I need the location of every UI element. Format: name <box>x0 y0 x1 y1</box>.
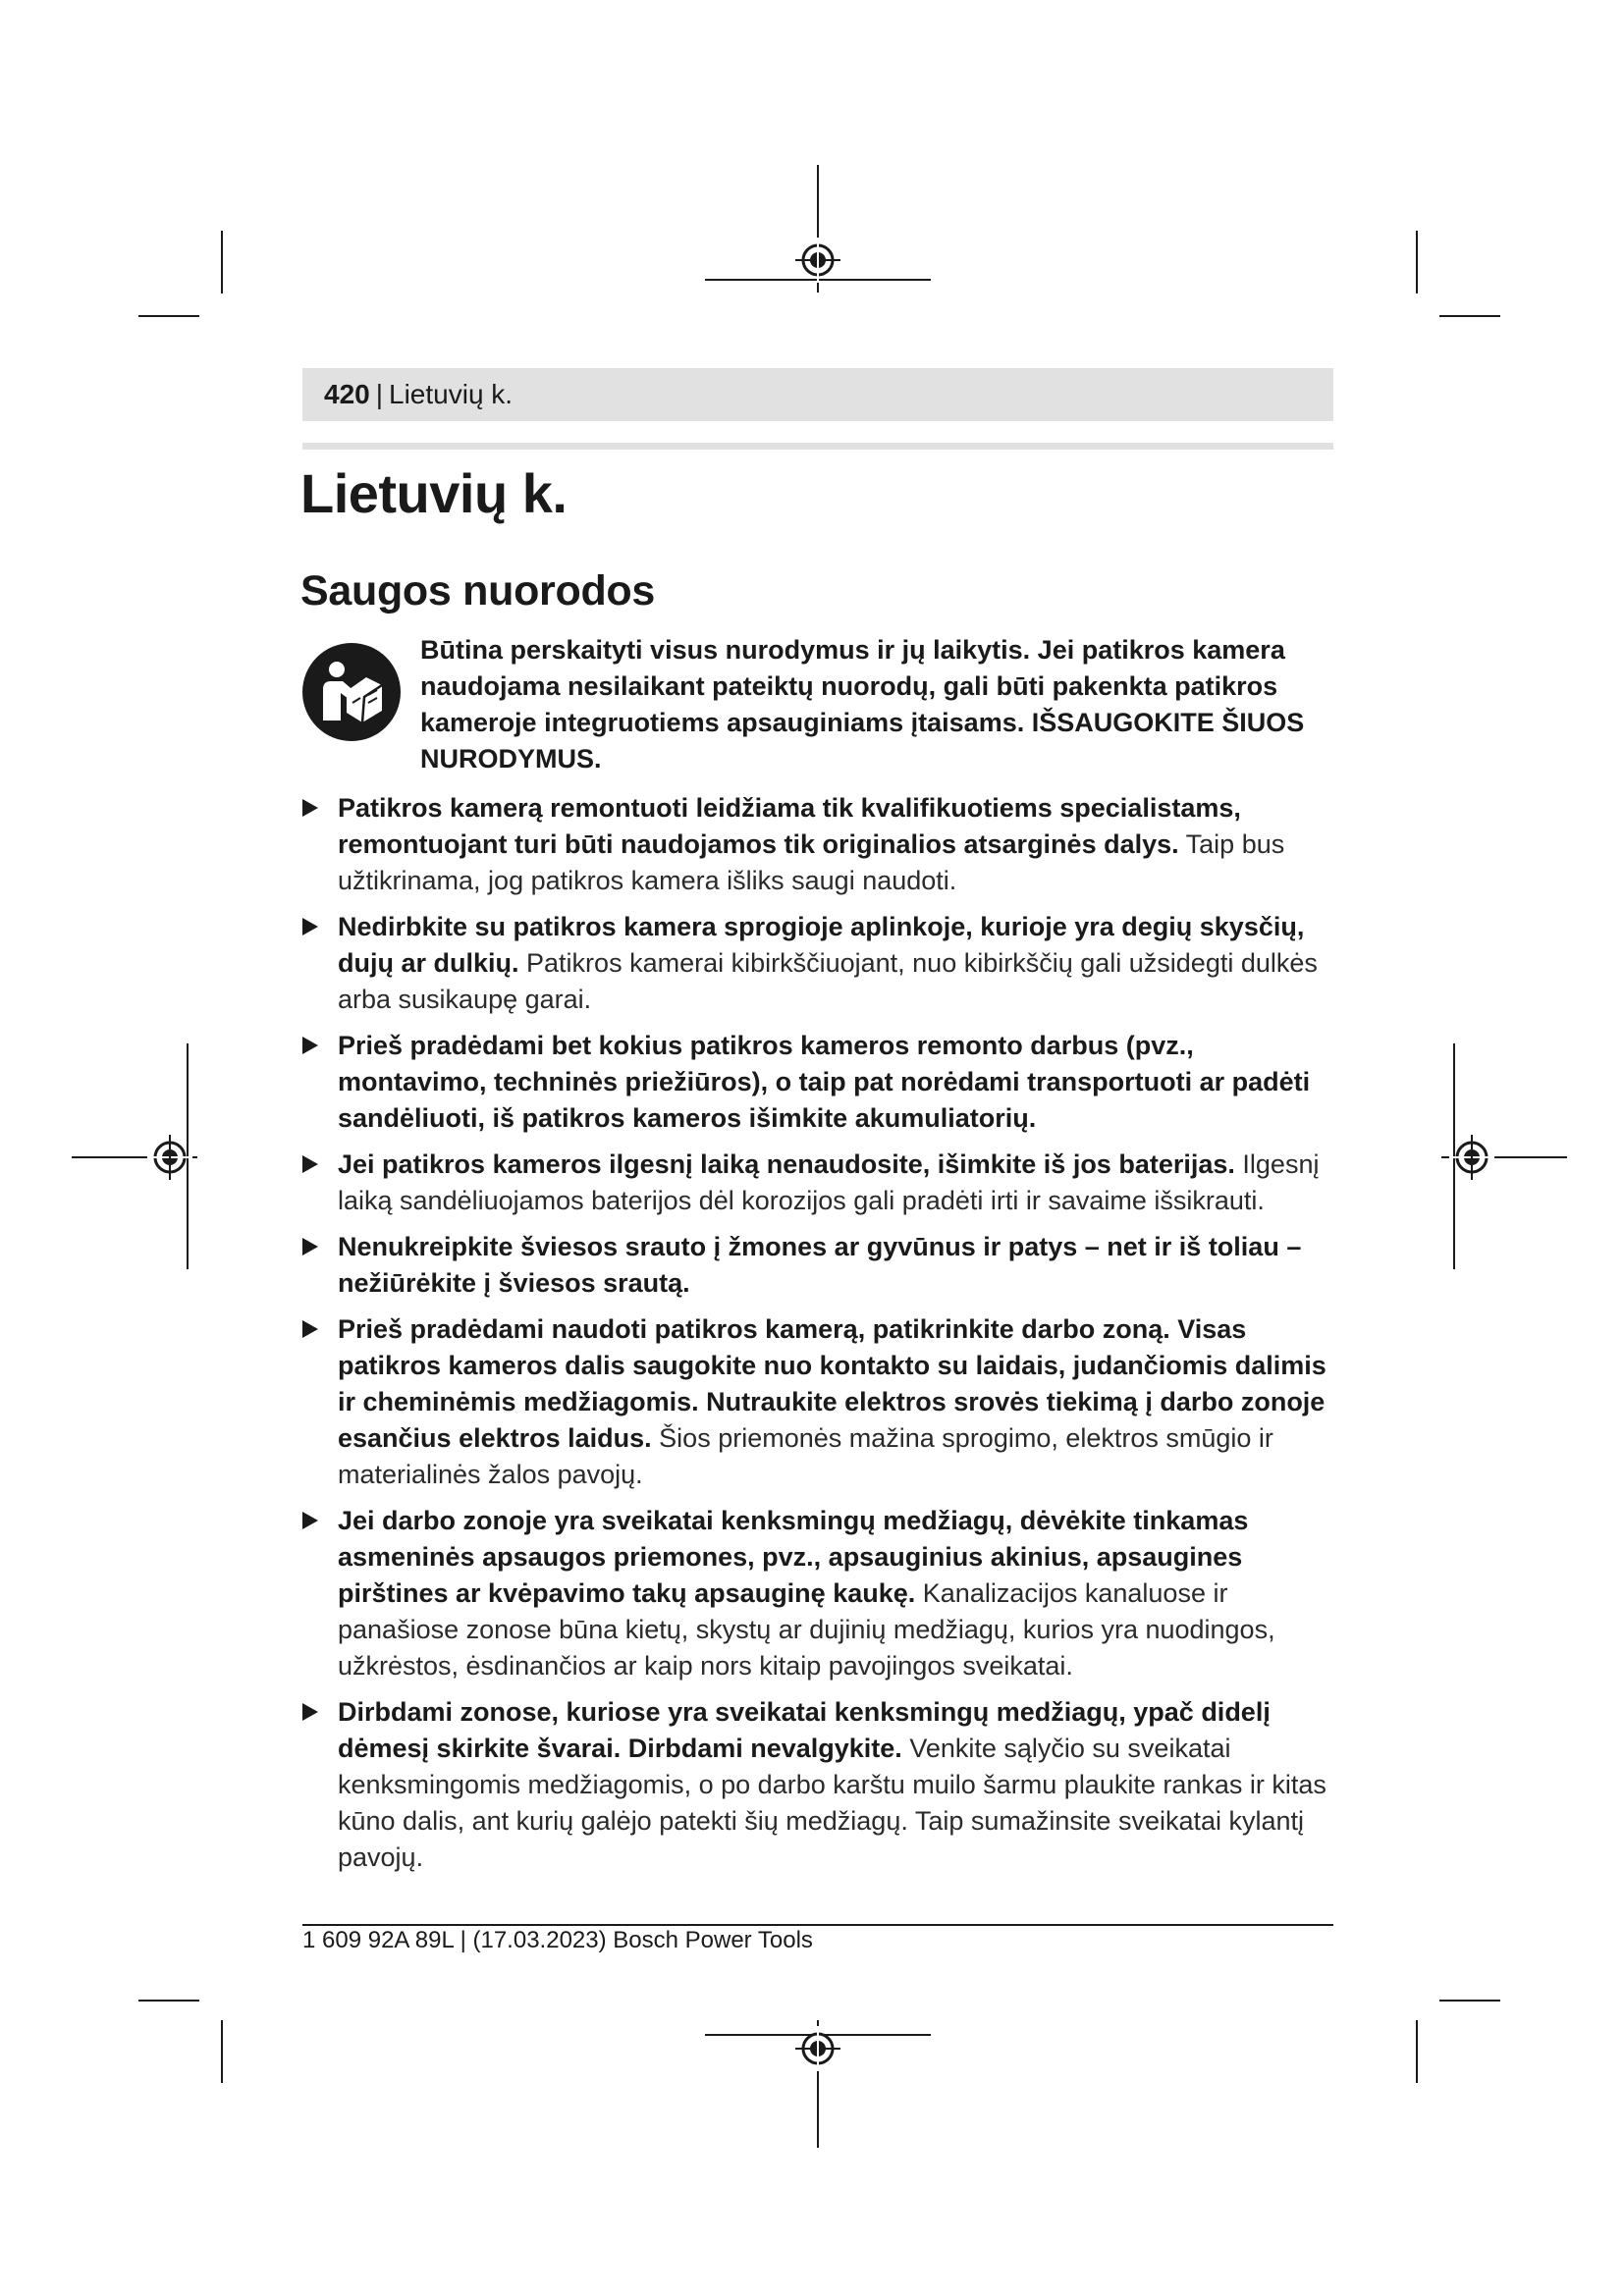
warning-bold-text: Jei patikros kameros ilgesnį laiką nenaudosite, išimkite iš jos baterijas. <box>338 1149 1235 1179</box>
warning-item <box>300 1229 1343 1302</box>
crop-mark <box>1416 231 1418 294</box>
warning-item <box>300 1147 1343 1219</box>
warning-detail-text: Venkite sąlyčio su sveikatai kenksmingomis medžiagomis, o po darbo karštu muilo šarmu plaukite rankas ir kitas kūno dalis, ant kurių galėjo patekti šių medžiagų. Taip sumažinsite sveikatai kylantį pavojų. <box>338 1734 1326 1872</box>
warning-bold-text: Nedirbkite su patikros kamera sprogioje aplinkoje, kurioje yra degių skysčių, dujų ar dulkių. <box>338 912 1305 978</box>
read-manual-icon <box>301 642 402 742</box>
warning-list <box>300 790 1343 1886</box>
registration-target-icon <box>795 238 840 283</box>
page-number: 420 <box>324 379 370 409</box>
warning-detail-text: Šios priemonės mažina sprogimo, elektros smūgio ir materialinės žalos pavojų. <box>338 1423 1273 1489</box>
warning-item <box>300 1694 1343 1876</box>
warning-bold-text: Dirbdami zonose, kuriose yra sveikatai kenksmingų medžiagų, ypač didelį dėmesį skirkite švarai. Dirbdami nevalgykite. <box>338 1697 1271 1763</box>
page-title: Lietuvių k. <box>300 462 568 524</box>
registration-target-icon <box>147 1135 192 1180</box>
crop-mark <box>1439 315 1500 317</box>
bullet-arrow-icon <box>302 1703 318 1721</box>
header-rule <box>302 443 1333 450</box>
warning-item <box>300 790 1343 899</box>
warning-bold-text: Prieš pradėdami bet kokius patikros kameros remonto darbus (pvz., montavimo, techninės priežiūros), o taip pat norėdami transportuoti ar padėti sandėliuoti, iš patikros kameros išimkite akumuliatorių. <box>338 1031 1311 1133</box>
running-header <box>302 368 1333 421</box>
crop-mark <box>221 231 223 294</box>
bullet-arrow-icon <box>302 799 318 817</box>
header-separator: | <box>375 379 383 409</box>
warning-item <box>300 1503 1343 1684</box>
warning-bold-text: Nenukreipkite šviesos srauto į žmones ar gyvūnus ir patys – net ir iš toliau – nežiūrėkite į šviesos srautą. <box>338 1232 1302 1298</box>
warning-bold-text: Patikros kamerą remontuoti leidžiama tik kvalifikuotiems specialistams, remontuojant turi būti naudojamos tik originalios atsarginės dalys. <box>338 793 1241 859</box>
crop-mark <box>138 315 199 317</box>
warning-bold-text: Jei darbo zonoje yra sveikatai kenksmingų medžiagų, dėvėkite tinkamas asmeninės apsaugos priemones, pvz., apsauginius akinius, apsaugines pirštines ar kvėpavimo takų apsauginę kaukę. <box>338 1506 1249 1608</box>
warning-detail-text: Kanalizacijos kanaluose ir panašiose zonose būna kietų, skystų ar dujinių medžiagų, kurios yra nuodingos, užkrėstos, ėsdinančios ar kaip nors kitaip pavojingos sveikatai. <box>338 1578 1275 1681</box>
warning-bold-text: Prieš pradėdami naudoti patikros kamerą, patikrinkite darbo zoną. Visas patikros kameros dalis saugokite nuo kontakto su laidais, judančiomis dalimis ir cheminėmis medžiagomis. Nutraukite elektros srovės tiekimą į darbo zonoje esančius elektros laidus. <box>338 1314 1326 1453</box>
bullet-arrow-icon <box>302 1238 318 1255</box>
warning-item <box>300 1028 1343 1137</box>
intro-text: Būtina perskaityti visus nurodymus ir jų laikytis. Jei patikros kamera naudojama nesilaikant pateiktų nuorodų, gali būti pakenkta patikros kameroje integruotiems apsauginiams įtaisams. IŠSAUGOKITE ŠIUOS NURODYMUS. <box>420 635 1305 774</box>
bullet-arrow-icon <box>302 1320 318 1338</box>
bullet-arrow-icon <box>302 918 318 935</box>
warning-item <box>300 1311 1343 1493</box>
crop-mark <box>1416 2020 1418 2083</box>
warning-detail-text: Taip bus užtikrinama, jog patikros kamera išliks saugi naudoti. <box>338 829 1285 895</box>
warning-detail-text: Ilgesnį laiką sandėliuojamos baterijos dėl korozijos gali pradėti irti ir savaime išsikrauti. <box>338 1149 1320 1215</box>
warning-item <box>300 909 1343 1018</box>
footer: 1 609 92A 89L | (17.03.2023) Bosch Power Tools <box>302 1927 813 1953</box>
bullet-arrow-icon <box>302 1037 318 1054</box>
header-section: Lietuvių k. <box>389 379 514 409</box>
crop-mark <box>1439 2000 1500 2002</box>
crop-mark <box>138 2000 199 2002</box>
bullet-arrow-icon <box>302 1155 318 1173</box>
bullet-arrow-icon <box>302 1512 318 1529</box>
registration-target-icon <box>795 2026 840 2071</box>
section-title: Saugos nuorodos <box>300 567 656 614</box>
crop-mark <box>221 2020 223 2083</box>
registration-target-icon <box>1449 1135 1494 1180</box>
footer-rule <box>302 1924 1333 1926</box>
warning-detail-text: Patikros kamerai kibirkščiuojant, nuo kibirkščių gali užsidegti dulkės arba susikaupę garai. <box>338 948 1318 1014</box>
